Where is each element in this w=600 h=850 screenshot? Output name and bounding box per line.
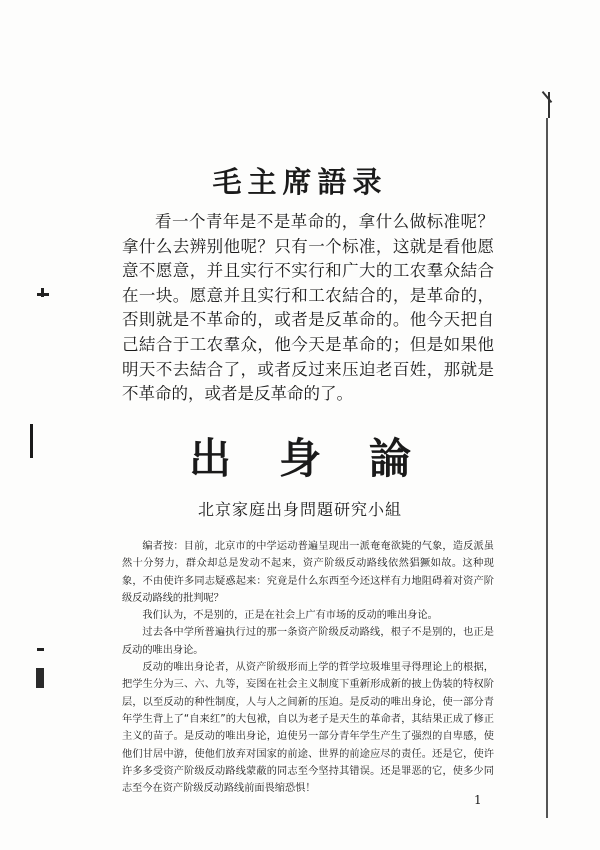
article-paragraph: 编者按：目前，北京市的中学运动普遍呈现出一派奄奄欲毙的气象，造反派虽然十分努力，群众却总是发动不起来，资产阶级反动路线依然猖獗如故。这种现象，不由使许多同志疑惑起来：究竟是什么东西至今还这样有力地阻碍着对资产阶级反动路线的批判呢？ — [122, 541, 494, 604]
article-paragraph: 反动的唯出身论者，从资产阶级形而上学的哲学垃圾堆里寻得理论上的根据，把学生分为三、六、九等，妄图在社会主义制度下重新形成新的披上伪装的特权阶层，以至反动的种性制度，人与人之间新的压迫。是反动的唯出身论，使一部分青年学生背上了“自来红”的大包袱，自以为老子是天生的革命者，其结果正成了修正主义的苗子。是反动的唯出身论，迫使另一部分青年学生产生了强烈的自卑感，使他们甘居中游，使他们放弃对国家的前途、世界的前途应尽的责任。还是它，使许许多多受资产阶级反动路线蒙蔽的同志至今坚持其错误。还是罪恶的它，使多少同志至今在资产阶级反动路线前面畏缩恐惧！ — [122, 662, 494, 795]
article-author: 北京家庭出身問題研究小組 — [197, 500, 402, 519]
article-title: 出身論 — [188, 434, 459, 483]
quote-body: 看一个青年是不是革命的，拿什么做标准呢？拿什么去辨别他呢？只有一个标准，这就是看他愿意不愿意，并且实行不实行和广大的工农羣众結合在一块。愿意并且实行和工农結合的，是革命的，否則就是不革命的，或者是反革命的。他今天把自己結合于工农羣众，他今天是革命的；但是如果他明天不去結合了，或者反过来压迫老百姓，那就是不革命的，或者是反革命的了。 — [122, 212, 494, 404]
binding-mark — [37, 648, 44, 651]
right-edge-corner-mark — [548, 92, 550, 118]
article-paragraph: 过去各中学所普遍执行过的那一条资产阶级反动路线，根子不是别的，也正是反动的唯出身论。 — [122, 627, 494, 656]
page-number: 1 — [474, 793, 482, 807]
quote-title: 毛主席語录 — [212, 165, 388, 199]
article-body — [122, 538, 494, 797]
article-paragraph: 我们认为，不是别的，正是在社会上广有市场的反动的唯出身论。 — [142, 610, 438, 622]
binding-mark — [36, 668, 44, 688]
binding-mark — [41, 288, 44, 297]
right-edge-corner-mark — [542, 91, 553, 103]
